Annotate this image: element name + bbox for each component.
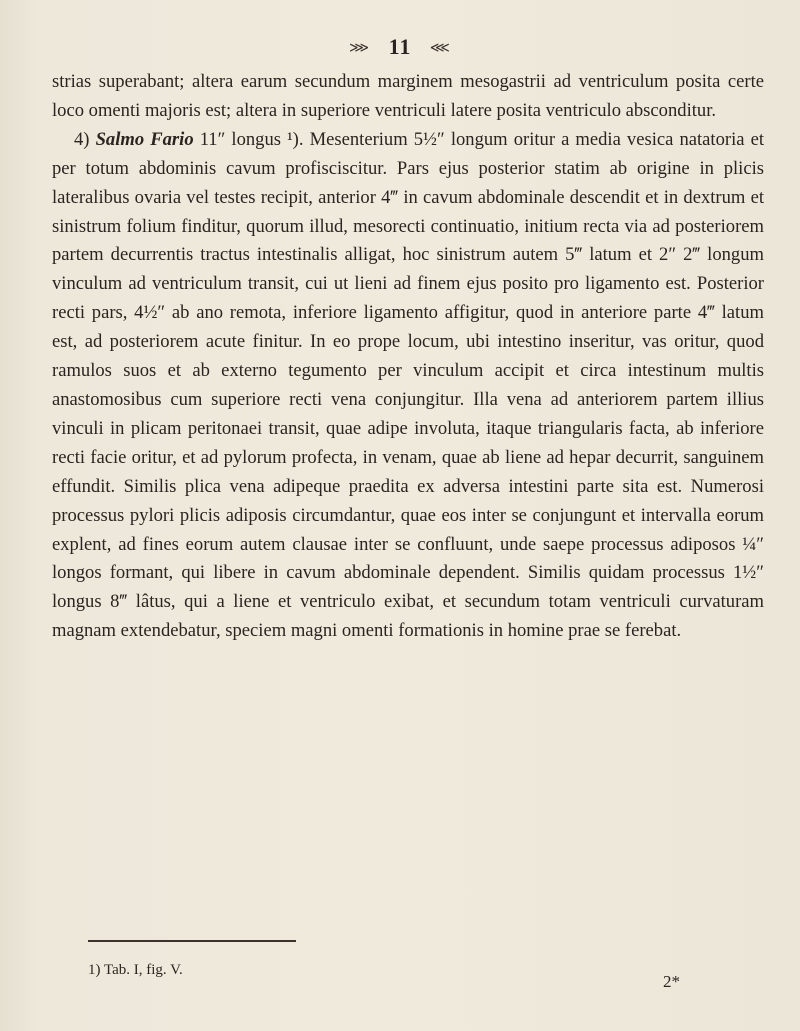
footnote-divider xyxy=(88,940,296,942)
page-header xyxy=(0,34,800,60)
footnote: 1) Tab. I, fig. V. xyxy=(88,962,183,978)
page-number: 11 xyxy=(388,34,412,59)
signature-mark: 2* xyxy=(663,972,680,991)
section-label: 4) xyxy=(74,128,96,150)
paragraph-text: 11″ longus ¹). Mesenterium 5½″ longum oritur a media vesica natatoria et per totum abdominis cavum profisciscitur. Pars ejus posterior statim ab origine in plicis lateralibus ovaria vel testes recipit, anterior 4‴ in cavum abdominale descendit et in dextrum et sinistrum folium finditur, quorum illud, mesorecti continuatio, initium recta via ad posteriorem partem decurrentis tractus intestinalis alligat, hoc sinistrum autem 5‴ latum et 2″ 2‴ longum vinculum ad ventriculum transit, cui ut lieni ad finem ejus posito pro ligamento est. Posterior recti pars, 4½″ ab ano remota, inferiore ligamento affigitur, quod in anteriore parte 4‴ latum est, ad posteriorem acute finitur. In eo prope locum, ubi intestino inseritur, vas oritur, quod ramulos suos et ab externo tegumento per vinculum accipit et circa intestinum multis anastomosibus cum superiore recti vena conjungitur. Illa vena ad anteriorem partem illius vinculi in plicam peritonaei transit, quae adipe involuta, itaque triangularis facta, ab inferiore recti facie oritur, et ad pylorum profecta, in venam, quae ab liene ad hepar decurrit, sanguinem effundit. Similis plica vena adipeque praedita ex adversa intestini parte sita est. Numerosi processus pylori plicis adiposis circumdantur, quae eos inter se conjungunt et intervalla eorum explent, ad fines eorum autem clausae inter se confluunt, unde saepe processus adiposos ¼″ longos formant, qui libere in cavum abdominale dependent. Similis quidam processus 1½″ longus 8‴ lâtus, qui a liene et ventriculo exibat, et secundum totam ventriculi curvaturam magnam extendebatur, speciem magni omenti formationis in homine prae se ferebat. xyxy=(52,128,764,642)
species-name: Salmo Fario xyxy=(95,128,194,150)
paragraph-continuation xyxy=(52,68,764,126)
paragraph-text: strias superabant; altera earum secundum marginem mesogastrii ad ventriculum posita certe loco omenti majoris est; altera in superiore ventriculi latere posita ventriculo absconditur. xyxy=(52,71,764,121)
body-text xyxy=(52,68,764,646)
right-ornament: ⋘ xyxy=(429,41,451,57)
paragraph-salmo-fario xyxy=(52,126,764,646)
left-ornament: ⋙ xyxy=(349,41,371,57)
